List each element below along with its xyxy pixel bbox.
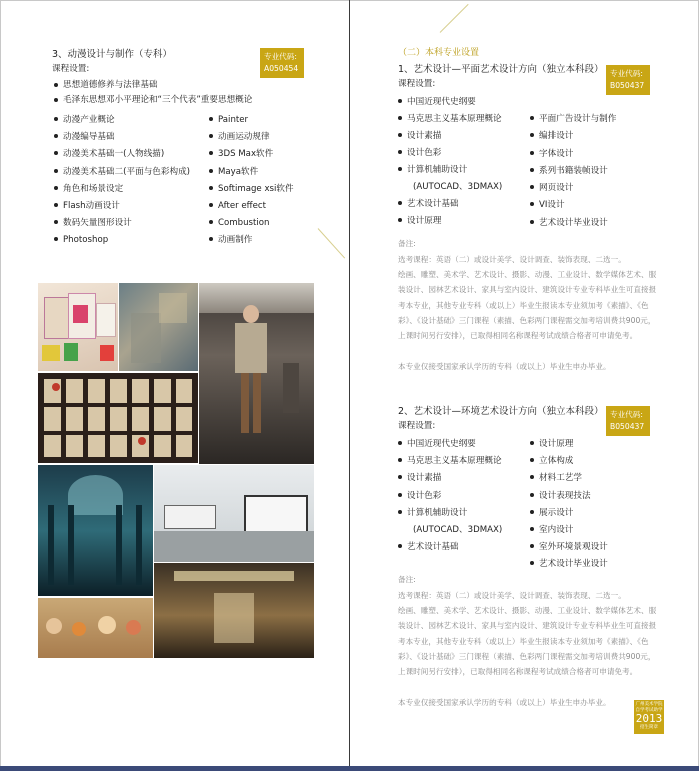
major-code-label: 专业代码: <box>264 52 297 61</box>
program-title: 2、艺术设计—环境艺术设计方向（独立本科段） <box>398 406 604 417</box>
bottom-edge <box>0 766 699 771</box>
note-label: 备注: <box>398 239 416 248</box>
note-text: 选考课程：英语（二）或设计美学、设计调查、装饰表现、二选一。 <box>398 255 626 264</box>
logo-bottom-text: 招生简章 <box>640 725 658 730</box>
major-code-value: A050454 <box>264 64 299 73</box>
list-item: Combustion <box>209 215 294 232</box>
photo-3d-hall <box>38 465 153 596</box>
major-code-badge <box>606 406 650 436</box>
course-list-col1 <box>398 436 502 556</box>
list-item: 数码矢量图形设计 <box>54 215 190 232</box>
list-item: 艺术设计基础 <box>398 539 502 556</box>
list-item: 动漫美术基础二(平面与色彩构成) <box>54 164 190 181</box>
note-label: 备注: <box>398 575 416 584</box>
list-item: 计算机辅助设计 <box>398 162 502 179</box>
photo-fashion-runway <box>199 283 314 464</box>
list-item: 角色和场景设定 <box>54 181 190 198</box>
list-item: 展示设计 <box>530 505 608 522</box>
list-item: 马克思主义基本原理概论 <box>398 453 502 470</box>
list-item: 马克思主义基本原理概论 <box>398 111 502 128</box>
list-item: VI设计 <box>530 197 616 214</box>
list-item: 设计色彩 <box>398 488 502 505</box>
list-item: 艺术设计毕业设计 <box>530 215 616 232</box>
list-item: Softimage xsi软件 <box>209 181 294 198</box>
list-item: 立体构成 <box>530 453 608 470</box>
list-item: 思想道德修养与法律基础 <box>54 78 252 93</box>
list-item: 材料工艺学 <box>530 470 608 487</box>
list-item: Photoshop <box>54 232 190 249</box>
curriculum-label: 课程设置: <box>52 64 90 74</box>
list-item: 动画制作 <box>209 232 294 249</box>
major-code-label: 专业代码: <box>610 410 643 419</box>
logo-sub-text: 自学考试助学 <box>635 707 663 713</box>
note-paragraph: 绘画、雕塑、美术学、艺术设计、摄影、动漫、工业设计、数学媒体艺术、服装设计、园林艺术设计、家具与室内设计、建筑设计专业专科毕业生可直接报考本专业，其他专业专科（或以上）毕业生报读本专业须加考《素描》、《色彩》、《设计基础》三门课程（素描、色彩两门课程需交加考培训费共900元，上课时间另行安排），已取得相同名称课程考试成绩合格者可申请免考。 <box>398 606 657 677</box>
list-item: 动画运动规律 <box>209 129 294 146</box>
course-list-col1 <box>54 112 190 250</box>
list-item: 艺术设计毕业设计 <box>530 556 608 573</box>
list-item: Maya软件 <box>209 164 294 181</box>
list-item: 毛泽东思想邓小平理论和“三个代表”重要思想概论 <box>54 93 252 108</box>
photo-interior-blur <box>119 283 198 371</box>
list-item: 计算机辅助设计 <box>398 505 502 522</box>
major-code-badge <box>260 48 304 78</box>
list-item: 动漫美术基础一(人物线描) <box>54 146 190 163</box>
note-final: 本专业仅接受国家承认学历的专科（或以上）毕业生申办毕业。 <box>398 362 611 371</box>
list-item: 编排设计 <box>530 128 616 145</box>
list-item: Painter <box>209 112 294 129</box>
list-item: 设计素描 <box>398 470 502 487</box>
photo-interior-render <box>154 563 314 658</box>
list-item: (AUTOCAD、3DMAX) <box>413 182 503 192</box>
logo-top-text: 广州美术学院 <box>635 702 663 707</box>
photo-packaging <box>38 283 118 371</box>
section-heading: （二）本科专业设置 <box>398 48 480 58</box>
list-item: 系列书籍装帧设计 <box>530 163 616 180</box>
list-item: 室外环境景观设计 <box>530 539 608 556</box>
course-list-col2 <box>209 112 294 250</box>
list-item: 中国近现代史纲要 <box>398 436 502 453</box>
list-item: 动漫编导基础 <box>54 129 190 146</box>
note-text: 选考课程：英语（二）或设计美学、设计调查、装饰表现、二选一。 <box>398 591 626 600</box>
list-item: Flash动画设计 <box>54 198 190 215</box>
photo-stamp-grid <box>38 373 198 463</box>
section-title: 3、动漫设计与制作（专科） <box>52 49 173 60</box>
list-item: 室内设计 <box>530 522 608 539</box>
logo-year: 2013 <box>635 712 663 725</box>
list-item: 设计原理 <box>398 213 502 230</box>
major-code-value: B050437 <box>610 81 645 90</box>
list-item: 字体设计 <box>530 146 616 163</box>
list-item: 平面广告设计与制作 <box>530 111 616 128</box>
course-list-col2 <box>530 111 616 232</box>
full-course-list <box>54 78 252 108</box>
major-code-badge <box>606 65 650 95</box>
photo-cartoon-characters <box>38 598 153 658</box>
list-item: 设计素描 <box>398 128 502 145</box>
list-item: 动漫产业概论 <box>54 112 190 129</box>
list-item: 网页设计 <box>530 180 616 197</box>
list-item: 设计原理 <box>530 436 608 453</box>
major-code-label: 专业代码: <box>610 69 643 78</box>
photo-architecture-render <box>154 465 314 562</box>
note-paragraph: 绘画、雕塑、美术学、艺术设计、摄影、动漫、工业设计、数学媒体艺术、服装设计、园林艺术设计、家具与室内设计、建筑设计专业专科毕业生可直接报考本专业，其他专业专科（或以上）毕业生报读本专业须加考《素描》、《色彩》、《设计基础》三门课程（素描、色彩两门课程需交加考培训费共900元，上课时间另行安排），已取得相同名称课程考试成绩合格者可申请免考。 <box>398 270 657 341</box>
program-title: 1、艺术设计—平面艺术设计方向（独立本科段） <box>398 64 604 75</box>
course-list-col2 <box>530 436 608 574</box>
curriculum-label: 课程设置: <box>398 421 436 431</box>
list-item: 设计色彩 <box>398 145 502 162</box>
course-list-col1 <box>398 94 502 230</box>
list-item: 设计表现技法 <box>530 488 608 505</box>
list-item: 艺术设计基础 <box>398 196 502 213</box>
page-divider <box>349 0 350 771</box>
list-item: 3DS Max软件 <box>209 146 294 163</box>
list-item: 中国近现代史纲要 <box>398 94 502 111</box>
major-code-value: B050437 <box>610 422 645 431</box>
school-logo <box>634 700 664 734</box>
list-item: (AUTOCAD、3DMAX) <box>413 525 503 536</box>
curriculum-label: 课程设置: <box>398 79 436 89</box>
note-final: 本专业仅接受国家承认学历的专科（或以上）毕业生申办毕业。 <box>398 698 611 707</box>
list-item: After effect <box>209 198 294 215</box>
